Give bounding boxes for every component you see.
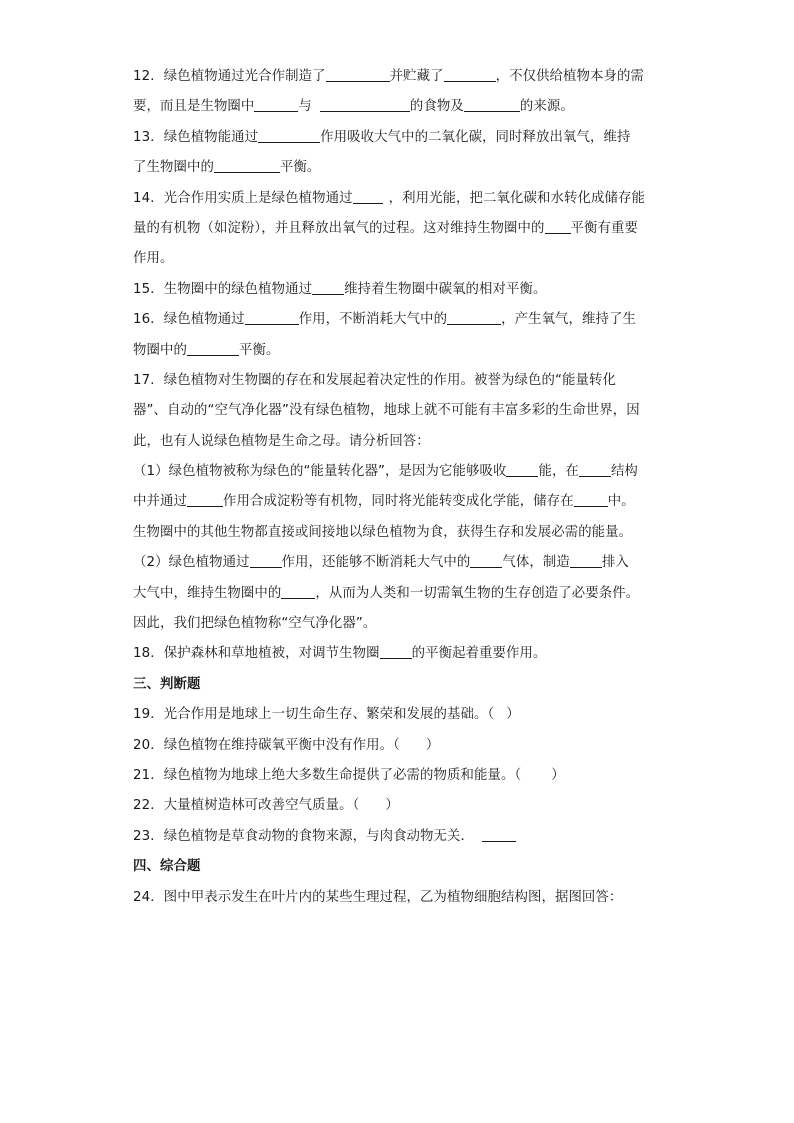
answer-blank[interactable] [574, 491, 608, 507]
answer-blank[interactable] [570, 552, 602, 568]
answer-blank[interactable] [250, 552, 282, 568]
answer-blank[interactable] [380, 643, 412, 659]
question-21: 21．绿色植物为地球上绝大多数生命提供了必需的物质和能量。（ ） [133, 767, 565, 783]
question-13-line-2: 了生物圈中的 平衡。 [133, 153, 644, 183]
question-17-part-2-line-3: 因此，我们把绿色植物称“空气净化器”。 [133, 616, 377, 632]
answer-blank[interactable] [506, 461, 538, 477]
question-20: 20．绿色植物在维持碳氧平衡中没有作用。（ ） [133, 737, 440, 753]
question-12-line-1: 12．绿色植物通过光合作制造了 并贮藏了 ，不仅供给植物本身的需 [133, 62, 644, 92]
question-17-stem-line-3: 此，也有人说绿色植物是生命之母。请分析回答： [133, 433, 430, 449]
question-23: 23．绿色植物是草食动物的食物来源，与肉食动物无关． [133, 822, 644, 852]
answer-blank[interactable] [214, 157, 280, 173]
question-14-line-2: 量的有机物（如淀粉），并且释放出氧气的过程。这对维持生物圈中的 平衡有重要 [133, 214, 644, 244]
question-17-part-2-line-2: 大气中，维持生物圈中的 ，从而为人类和一切需氧生物的生存创造了必要条件。 [133, 579, 644, 609]
question-17-stem-line-1: 17．绿色植物对生物圈的存在和发展起着决定性的作用。被誉为绿色的“能量转化 [133, 372, 616, 388]
answer-blank[interactable] [579, 461, 611, 477]
question-13-line-1: 13．绿色植物能通过 作用吸收大气中的二氧化碳，同时释放出氧气，维持 [133, 123, 644, 153]
question-14-line-1: 14．光合作用实质上是绿色植物通过 ，利用光能，把二氧化碳和水转化成储存能 [133, 184, 644, 214]
answer-blank[interactable] [447, 309, 501, 325]
answer-blank[interactable] [482, 826, 516, 842]
question-15: 15．生物圈中的绿色植物通过 维持着生物圈中碳氧的相对平衡。 [133, 275, 644, 305]
answer-blank[interactable] [187, 340, 239, 356]
question-17-part-1-line-1: （1）绿色植物被称为绿色的“能量转化器”，是因为它能够吸收 能，在 结构 [133, 457, 644, 487]
section-heading-comprehensive: 四、综合题 [133, 859, 201, 875]
section-heading-true-false: 三、判断题 [133, 676, 201, 692]
answer-blank[interactable] [312, 279, 344, 295]
answer-blank[interactable] [245, 309, 299, 325]
answer-blank[interactable] [545, 218, 571, 234]
answer-blank[interactable] [464, 96, 520, 112]
question-17-part-1-line-3: 生物圈中的其他生物都直接或间接地以绿色植物为食，获得生存和发展必需的能量。 [133, 524, 633, 540]
question-22: 22．大量植树造林可改善空气质量。（ ） [133, 798, 399, 814]
answer-blank[interactable] [281, 583, 315, 599]
question-18: 18．保护森林和草地植被，对调节生物圈 的平衡起着重要作用。 [133, 639, 644, 669]
answer-blank[interactable] [326, 66, 390, 82]
answer-blank[interactable] [444, 66, 496, 82]
question-17-part-1-line-2: 中并通过 作用合成淀粉等有机物，同时将光能转变成化学能，储存在 中。 [133, 487, 644, 517]
question-12-line-2: 要，而且是生物圈中 与 的食物及 的来源。 [133, 92, 644, 122]
answer-blank[interactable] [187, 491, 223, 507]
question-14-line-3: 作用。 [133, 251, 174, 267]
question-17-part-2-line-1: （2）绿色植物通过 作用，还能够不断消耗大气中的 气体，制造 排入 [133, 548, 644, 578]
question-16-line-1: 16．绿色植物通过 作用，不断消耗大气中的 ，产生氧气，维持了生 [133, 305, 644, 335]
question-17-stem-line-2: 器”、自动的“空气净化器”没有绿色植物，地球上就不可能有丰富多彩的生命世界，因 [133, 403, 640, 419]
answer-blank[interactable] [470, 552, 502, 568]
answer-blank[interactable] [254, 96, 298, 112]
question-16-line-2: 物圈中的 平衡。 [133, 336, 644, 366]
answer-blank[interactable] [258, 127, 320, 143]
question-24: 24．图中甲表示发生在叶片内的某些生理过程，乙为植物细胞结构图，据图回答： [133, 889, 623, 905]
question-19: 19．光合作用是地球上一切生命生存、繁荣和发展的基础。（ ） [133, 707, 520, 723]
answer-blank[interactable] [320, 96, 410, 112]
answer-blank[interactable] [353, 188, 383, 204]
